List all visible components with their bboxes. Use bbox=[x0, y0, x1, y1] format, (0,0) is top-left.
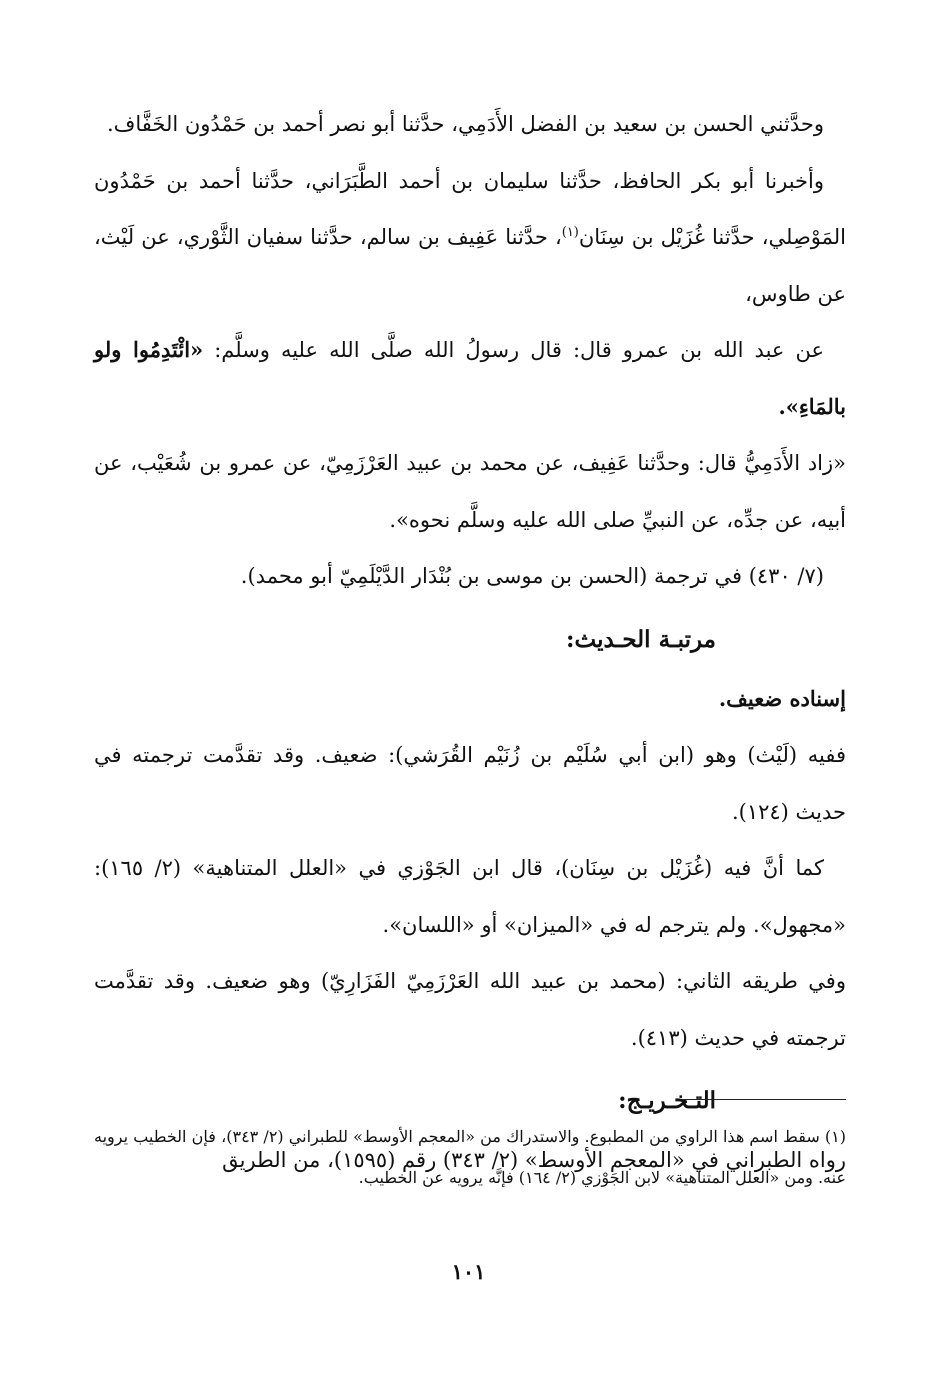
isnad-2-main: وأخبرنا أبو بكر الحافظ، حدَّثنا سليمان بن أحمد الطَّبَرَاني، حدَّثنا أحمد بن حَمْدُون المَوْصِلي، حدَّثنا غُزَيْل بن سِنَان bbox=[94, 168, 846, 249]
paragraph-reference: (٧/ ٤٣٠) في ترجمة (الحسن بن موسى بن بُنْدَار الدَّيْلَمِيّ أبو محمد). bbox=[240, 564, 824, 588]
footnotes bbox=[94, 1116, 846, 1198]
paragraph-second-route: وفي طريقه الثاني: (محمد بن عبيد الله العَرْزَمِيّ الفَزَارِيّ) وهو ضعيف. وقد تقدَّمت ترجمته في حديث (٤١٣). bbox=[94, 969, 846, 1050]
paragraph-ghuzayl: كما أنَّ فيه (غُزَيْل بن سِنَان)، قال ابن الجَوْزي في «العلل المتناهية» (٢/ ١٦٥): «مجهول». ولم يترجم له في «الميزان» أو «اللسان». bbox=[94, 856, 846, 937]
heading-hadith-rank: مرتبـة الحـديث: bbox=[566, 625, 716, 653]
footnote-1: (١) سقط اسم هذا الراوي من المطبوع. والاستدراك من «المعجم الأوسط» للطبراني (٢/ ٣٤٣)، فإن الخطيب يرويه عنه. ومن «العلل المتناهية» لابن الجَوْزي (٢/ ١٦٤) فإنَّه يرويه عن الخطيب. bbox=[94, 1127, 846, 1187]
main-text bbox=[94, 96, 846, 1189]
paragraph-isnad-1: وحدَّثني الحسن بن سعيد بن الفضل الأَدَمِي، حدَّثنا أبو نصر أحمد بن حَمْدُون الخَفَّاف. bbox=[106, 112, 824, 136]
footnote-ref[interactable]: (١) bbox=[561, 225, 579, 240]
paragraph-takhrij: رواه الطبراني في «المعجم الأوسط» (٢/ ٣٤٣) رقم (١٥٩٥)، من الطريق bbox=[222, 1148, 846, 1172]
paragraph-layth: ففيه (لَيْث) وهو (ابن أبي سُلَيْم بن زُنَيْم القُرَشي): ضعيف. وقد تقدَّمت ترجمته في حديث (١٢٤). bbox=[94, 743, 846, 824]
footnote-divider bbox=[682, 1099, 846, 1100]
page-number: ١٠١ bbox=[451, 1259, 486, 1284]
heading-takhrij: التـخـريـج: bbox=[618, 1087, 716, 1114]
paragraph-matn bbox=[94, 322, 846, 435]
paragraph-verdict: إسناده ضعيف. bbox=[718, 685, 846, 711]
paragraph-addition: «زاد الأَدَمِيُّ قال: وحدَّثنا عَفِيف، عن محمد بن عبيد العَرْزَمِيّ، عن عمرو بن شُعَيْب، عن أبيه، عن جدِّه، عن النبيِّ صلى الله عليه وسلَّم نحوه». bbox=[94, 451, 846, 532]
matn-lead: عن عبد الله بن عمرو قال: قال رسولُ الله صلَّى الله عليه وسلَّم: bbox=[203, 338, 824, 362]
paragraph-isnad-2 bbox=[94, 153, 846, 323]
hadith-text: «ائْتَدِمُوا ولو بالمَاءِ». bbox=[94, 337, 846, 419]
isnad-2-rest: ، حدَّثنا عَفِيف بن سالم، حدَّثنا سفيان الثَّوْري، عن لَيْث، عن طاوس، bbox=[94, 225, 846, 306]
